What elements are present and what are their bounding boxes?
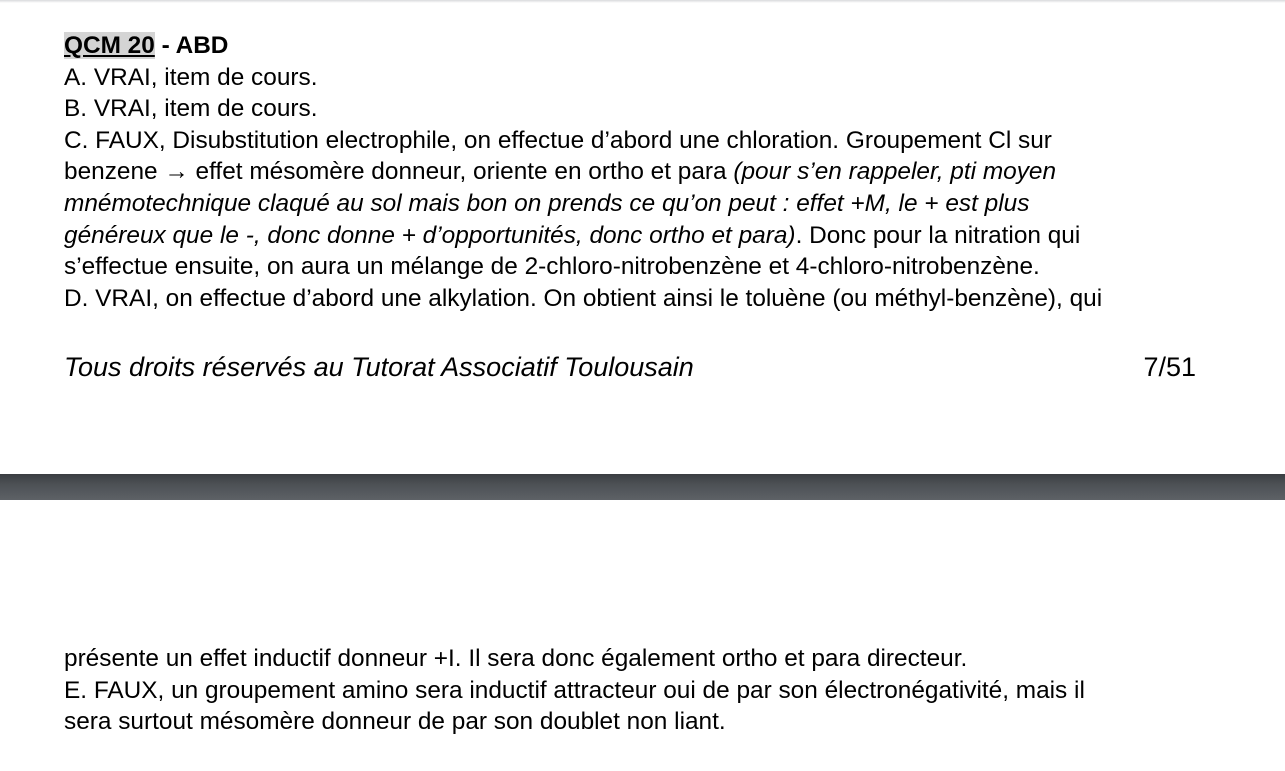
item-c-line-4-italic: généreux que le -, donc donne + d’opportunités, donc ortho et para)	[64, 221, 796, 249]
item-d-line-1: D. VRAI, on effectue d’abord une alkylation. On obtient ainsi le toluène (ou méthyl-benzène), qui	[64, 284, 1103, 312]
page-separator	[0, 474, 1285, 500]
item-e-line-1: E. FAUX, un groupement amino sera inductif attracteur oui de par son électronégativité, mais il	[64, 676, 1085, 704]
question-answer: - ABD	[154, 32, 229, 59]
item-c-line-4-normal: . Donc pour la nitration qui	[795, 221, 1081, 249]
correction-text-page-7	[64, 30, 1239, 314]
item-c-line-2-normal: benzene → effet mésomère donneur, oriente en ortho et para	[64, 158, 734, 186]
correction-text-page-8	[64, 643, 1239, 738]
item-a: A. VRAI, item de cours.	[64, 63, 318, 91]
item-c-line-3: mnémotechnique claqué au sol mais bon on prends ce qu’on peut : effet +M, le + est plus	[64, 189, 1030, 217]
item-c-line-5: s’effectue ensuite, on aura un mélange de 2-chloro-nitrobenzène et 4-chloro-nitrobenzène.	[64, 253, 1040, 281]
item-c-line-2-italic: (pour s’en rappeler, pti moyen	[733, 158, 1057, 186]
footer-rights: Tous droits réservés au Tutorat Associatif Toulousain	[64, 352, 694, 382]
question-heading	[64, 30, 1239, 62]
item-e-line-2: sera surtout mésomère donneur de par son doublet non liant.	[64, 708, 726, 736]
footer-page-number: 7/51	[1143, 352, 1196, 382]
item-d-line-2: présente un effet inductif donneur +I. Il sera donc également ortho et para directeur.	[64, 645, 968, 672]
item-c-line-4	[64, 220, 1239, 252]
question-label: QCM 20	[64, 32, 155, 59]
item-c-line-2	[64, 156, 1239, 188]
page-top-edge	[0, 0, 1285, 3]
item-b: B. VRAI, item de cours.	[64, 95, 318, 123]
item-c-line-1: C. FAUX, Disubstitution electrophile, on effectue d’abord une chloration. Groupement Cl sur	[64, 126, 1052, 154]
